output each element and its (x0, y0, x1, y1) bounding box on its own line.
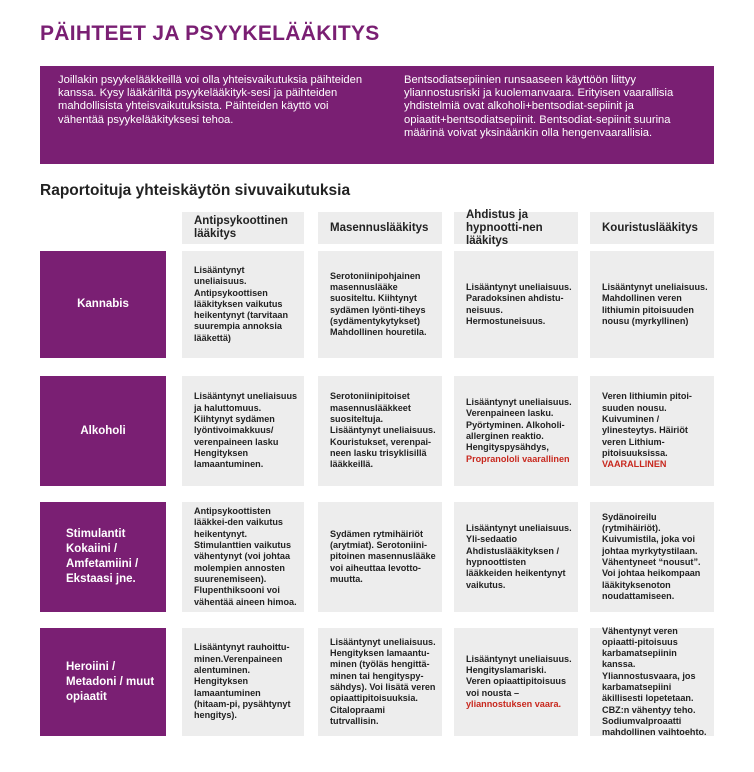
row-header-opioids: Heroiini / Metadoni / muut opiaatit (40, 628, 166, 736)
table-cell (182, 251, 304, 358)
table-cell (590, 251, 714, 358)
column-header-label: Masennuslääkitys (330, 221, 429, 234)
table-cell (182, 502, 304, 612)
table-cell (454, 376, 578, 486)
banner-left-text: Joillakin psyykelääkkeillä voi olla yhteisvaikutuksia päihteiden kanssa. Kysy lääkäriltä psyykelääkityk-sesi ja päihteiden mahdollisista yhteisvaikutuksista. Päihteiden käyttö voi vähentää psyykelääkityksesi tehoa. (58, 74, 363, 126)
cell-text: Serotoniinipitoiset masennuslääkkeet suositeltuja. Lisääntynyt uneliaisuus. Kouristukset, verenpai-neen lasku trisyklisillä lääkkeillä. (330, 391, 436, 470)
info-banner (40, 66, 714, 164)
page-title: PÄIHTEET JA PSYYKELÄÄKITYS (40, 22, 380, 45)
table-cell (590, 502, 714, 612)
cell-text: Lisääntynyt uneliaisuus. Antipsykoottisen lääkityksen vaikutus heikentynyt (tarvitaan suurempia annoksia lääkettä) (194, 264, 288, 343)
table-cell (318, 251, 442, 358)
row-header-alcohol: Alkoholi (40, 376, 166, 486)
table-cell (590, 376, 714, 486)
table-cell (318, 628, 442, 736)
column-header-anxiolytic (454, 208, 578, 247)
cell-text: Lisääntynyt uneliaisuus. Paradoksinen ahdistu-neisuus. Hermostuneisuus. (466, 281, 572, 326)
cell-text: Vähentynyt veren opiaatti-pitoisuus karbamatsepiinin kanssa. Yliannostusvaara, jos karbamatsepiini äkillisesti lopetetaan. CBZ:n vähentyy teho. Sodiumvalproaatti mahdollinen vaihtoehto. (602, 625, 707, 738)
cell-text: Lisääntynyt uneliaisuus. Verenpaineen lasku. Pyörtyminen. Alkoholi-allerginen reaktio. Hengityspysähdys, (466, 397, 572, 453)
cell-text: Lisääntynyt uneliaisuus. Hengityksen lamaantu-minen (työläs hengittä-minen tai hengityspy-sähdys). Voi lisätä veren opiaattipitoisuuksia. Citalopraami tutrvallisin. (330, 636, 436, 726)
cell-text: Lisääntynyt uneliaisuus. Hengityslamariski. Veren opiaattipitoisuus voi nousta – (466, 653, 572, 698)
column-header-anticonvulsant (590, 212, 714, 244)
table-cell (318, 376, 442, 486)
cell-text: Lisääntynyt rauhoittu-minen.Verenpaineen alentuminen. Hengityksen lamaantuminen (hitaam-pi, pysähtynyt hengitys). (194, 642, 291, 721)
table-cell (318, 502, 442, 612)
row-header-stimulants: Stimulantit Kokaiini / Amfetamiini / Ekstaasi jne. (40, 502, 166, 612)
column-header-antidepressant (318, 212, 442, 244)
warning-text: VAARALLINEN (602, 459, 667, 470)
cell-text: Lisääntynyt uneliaisuus ja haluttomuus. Kiihtynyt sydämen lyöntivoimakkuus/ verenpaineen lasku Hengityksen lamaantuminen. (194, 391, 298, 470)
table-cell (454, 502, 578, 612)
column-header-label: Antipsykoottinen lääkitys (194, 215, 288, 240)
table-subtitle: Raportoituja yhteiskäytön sivuvaikutuksia (40, 182, 351, 199)
cell-text: Veren lithiumin pitoi-suuden nousu. Kuivuminen / ylinesteytys. Häiriöt veren Lithium-pitoisuuksissa. (602, 391, 692, 458)
table-cell (182, 376, 304, 486)
table-cell (590, 625, 714, 738)
cell-text: Serotoniinipohjainen masennuslääke suositeltu. Kiihtynyt sydämen lyönti-tiheys (sydämentykytykset) Mahdollinen houretila. (330, 270, 427, 338)
table-cell (454, 628, 578, 736)
column-header-label: Kouristuslääkitys (602, 221, 698, 234)
banner-right-text: Bentsodiatsepiinien runsaaseen käyttöön liittyy yliannostusriski ja kuolemanvaara. Erityisen vaarallisia yhdistelmiä ovat alkoholi+bentsodiat-sepiinit ja opiaatit+bentsodiatsepiinit. Bentsodiat-sepiinit suurina määrinä voivat yksinäänkin olla hengenvaarallisia. (404, 74, 674, 139)
row-header-cannabis: Kannabis (40, 251, 166, 358)
cell-text: Antipsykoottisten lääkkei-den vaikutus heikentynyt. Stimulanttien vaikutus vähentynyt (voi johtaa molempien annosten suurenemiseen). Flupenthiksooni voi vähentää aineen himoa. (194, 506, 297, 607)
warning-text: yliannostuksen vaara. (466, 698, 562, 709)
warning-text: Propranololi vaarallinen (466, 453, 570, 464)
cell-text: Lisääntynyt uneliaisuus. Mahdollinen veren lithiumin pitoisuuden nousu (myrkyllinen) (602, 281, 708, 326)
cell-text: Sydänoireilu (rytmihäiriöt). Kuivumistila, joka voi johtaa myrkytystilaan. Vähentyneet “nousut”. Voi johtaa heikompaan lääkityksenoton noudattamiseen. (602, 511, 701, 601)
table-cell (182, 628, 304, 736)
table-cell (454, 251, 578, 358)
cell-text: Sydämen rytmihäiriöt (arytmiat). Serotoniini-pitoinen masennuslääke voi aiheuttaa levotto-muutta. (330, 528, 436, 584)
column-header-antipsychotic (182, 212, 304, 244)
column-header-label: Ahdistus ja hypnootti-nen lääkitys (466, 208, 543, 247)
cell-text: Lisääntynyt uneliaisuus. Yli-sedaatio Ahdistuslääkityksen / hypnoottisten lääkkeiden heikentynyt vaikutus. (466, 523, 572, 590)
